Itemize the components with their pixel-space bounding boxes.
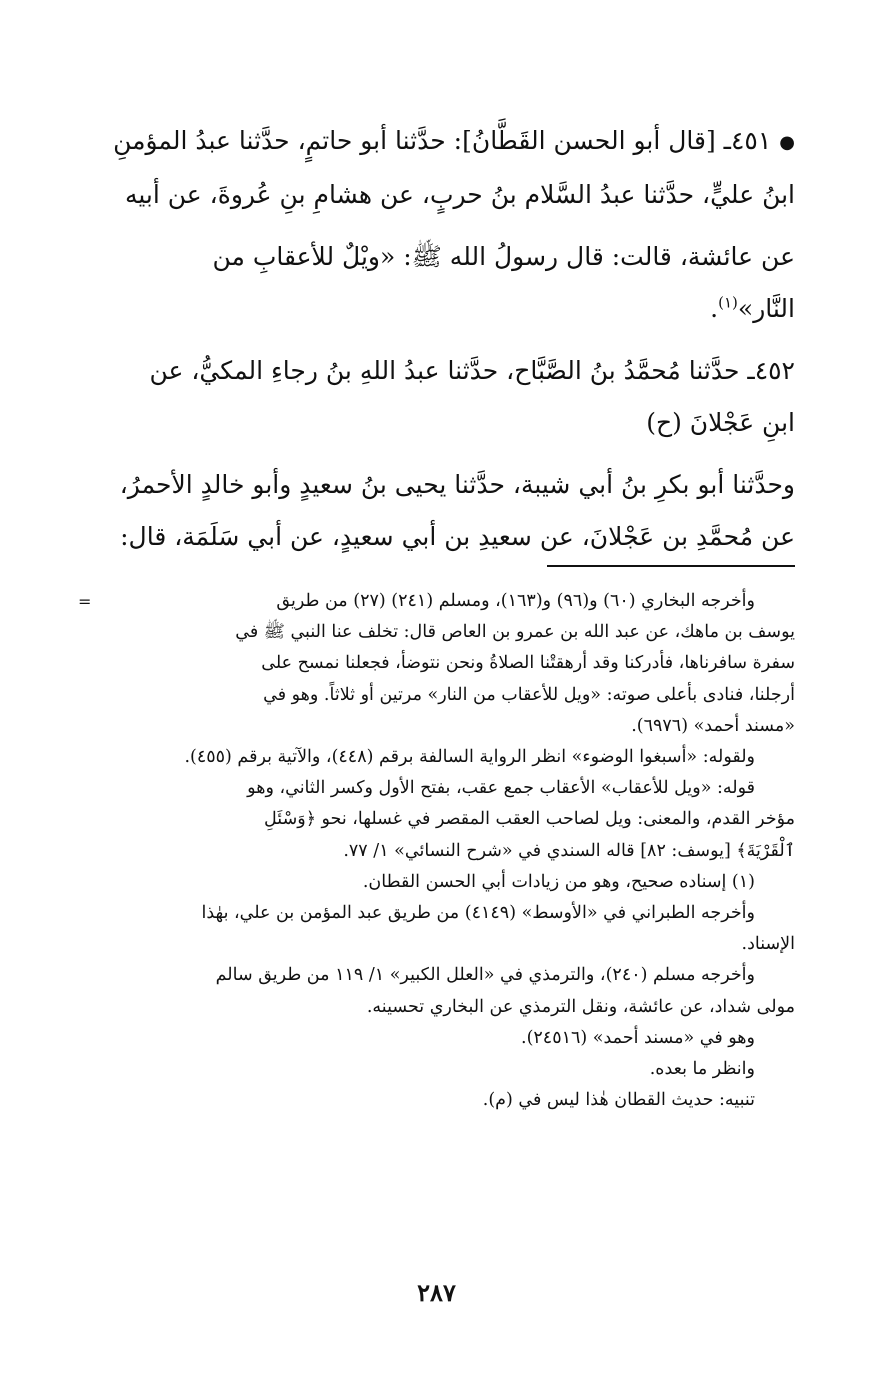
footnote-line: سفرة سافرناها، فأدركنا وقد أرهقتْنا الصلاةُ ونحن نتوضأ، فجعلنا نمسح على — [261, 653, 795, 674]
footnote-paragraph — [78, 929, 795, 960]
bullet-marker: ● — [779, 131, 795, 153]
footnote-line: ٱلْقَرْيَةَ﴾ [يوسف: ٨٢] قاله السندي في «شرح النسائي» ١/ ٧٧. — [343, 840, 795, 861]
hadith-452-chain-line-2: عن مُحمَّدِ بن عَجْلانَ، عن سعيدِ بن أبي سعيدٍ، عن أبي سَلَمَة، قال: — [120, 521, 795, 551]
footnote-line: مؤخر القدم، والمعنى: ويل لصاحب العقب المقصر في غسلها، نحو ﴿وَسْئَلِ — [264, 809, 795, 830]
footnote-line: ولقوله: «أسبغوا الوضوء» انظر الرواية السالفة برقم (٤٤٨)، والآتية برقم (٤٥٥). — [184, 747, 755, 768]
footnote-line: «مسند أحمد» (٦٩٧٦). — [631, 715, 795, 736]
footnote-paragraph — [78, 586, 795, 617]
footnote-paragraph — [78, 1023, 795, 1054]
footnote-reference: (١) — [718, 293, 738, 312]
footnote-paragraph — [78, 804, 795, 866]
footnote-line: قوله: «ويل للأعقاب» الأعقاب جمع عقب، بفتح الأول وكسر الثاني، وهو — [247, 778, 755, 799]
footnote-paragraph — [78, 960, 795, 991]
footnote-paragraph — [78, 773, 795, 804]
hadith-451-line-2: ابنُ عليٍّ، حدَّثنا عبدُ السَّلام بنُ حربٍ، عن هشامِ بنِ عُروةَ، عن أبيه — [124, 179, 795, 209]
hadith-452-line-2: ابنِ عَجْلانَ (ح) — [646, 407, 795, 437]
footnote-line: وأخرجه البخاري (٦٠) و(٩٦) و(١٦٣)، ومسلم (٢٤١) (٢٧) من طريق — [276, 591, 755, 611]
hadith-451-text — [78, 231, 795, 335]
page-number: ٢٨٧ — [417, 1278, 456, 1307]
footnote-1 — [78, 867, 795, 898]
footnote-line: وأخرجه الطبراني في «الأوسط» (٤١٤٩) من طريق عبد المؤمن بن علي، بهٰذا — [201, 903, 755, 924]
hadith-452 — [78, 345, 795, 449]
footnote-line: الإسناد. — [741, 934, 795, 955]
footnote-line: أرجلنا، فنادى بأعلى صوته: «ويل للأعقاب من النار» مرتين أو ثلاثاً. وهو في — [263, 684, 795, 705]
footnote-paragraph — [78, 617, 795, 742]
footnote-line: يوسف بن ماهك، عن عبد الله بن عمرو بن العاص قال: تخلف عنا النبي ﷺ في — [235, 622, 795, 643]
hadith-452-line-1: ٤٥٢ـ حدَّثنا مُحمَّدُ بنُ الصَّبَّاح، حدَّثنا عبدُ اللهِ بنُ رجاءِ المكيُّ، عن — [149, 355, 795, 385]
footnote-line: وأخرجه مسلم (٢٤٠)، والترمذي في «العلل الكبير» ١/ ١١٩ من طريق سالم — [215, 965, 755, 986]
footnote-separator — [547, 565, 795, 567]
hadith-451-text-line-2: النَّار» — [737, 293, 795, 323]
footnote-line: مولى شداد، عن عائشة، ونقل الترمذي عن البخاري تحسينه. — [366, 996, 795, 1017]
hadith-452-chain-line-1: وحدَّثنا أبو بكرِ بنُ أبي شيبة، حدَّثنا يحيى بنُ سعيدٍ وأبو خالدٍ الأحمرُ، — [119, 469, 795, 499]
footnote-line: (١) إسناده صحيح، وهو من زيادات أبي الحسن القطان. — [362, 871, 755, 892]
footnote-paragraph — [78, 992, 795, 1023]
hadith-452-chain — [78, 459, 795, 563]
footnote-paragraph — [78, 742, 795, 773]
footnote-line: وهو في «مسند أحمد» (٢٤٥١٦). — [521, 1027, 755, 1048]
footnote-paragraph — [78, 1054, 795, 1085]
footnote-paragraph — [78, 898, 795, 929]
hadith-451 — [78, 115, 795, 221]
footnote-paragraph — [78, 1085, 795, 1116]
full-stop: . — [710, 293, 719, 323]
footnote-line: وانظر ما بعده. — [649, 1059, 755, 1080]
continuation-mark: = — [78, 592, 92, 611]
hadith-text — [78, 115, 795, 563]
hadith-451-text-line-1: عن عائشة، قالت: قال رسولُ الله ﷺ: «ويْلٌ للأعقابِ من — [212, 241, 795, 271]
hadith-451-line-1: ٤٥١ـ [قال أبو الحسن القَطَّانُ]: حدَّثنا أبو حاتمٍ، حدَّثنا عبدُ المؤمنِ — [113, 126, 772, 155]
footnote-line: تنبيه: حديث القطان هٰذا ليس في (م). — [482, 1090, 755, 1111]
footnotes — [78, 586, 795, 1116]
